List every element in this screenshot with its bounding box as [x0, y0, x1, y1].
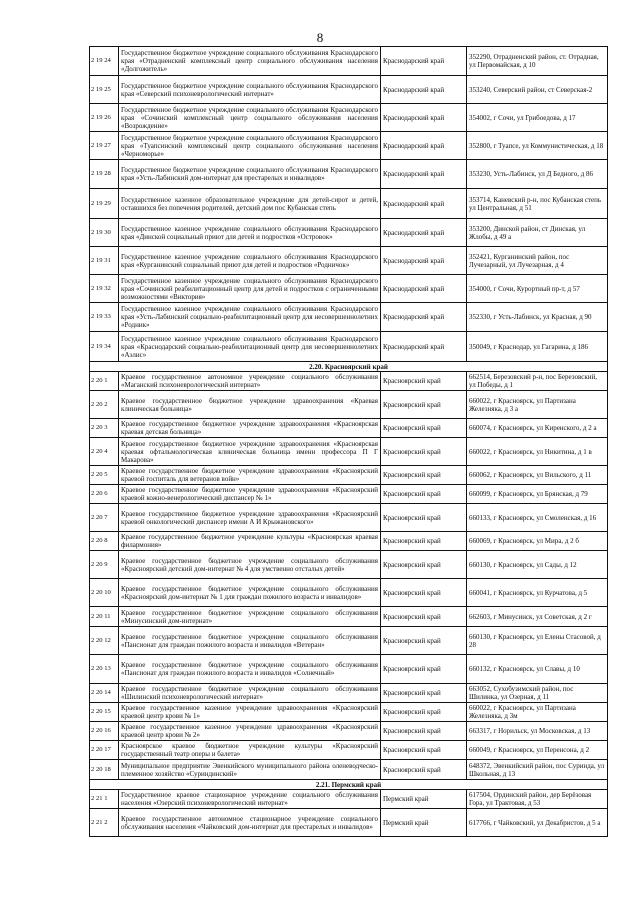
row-number: 2 20 1: [90, 372, 119, 391]
row-number: 2 19 29: [90, 189, 119, 219]
organization-name: Государственное казенное учреждение социального обслуживания Краснодарского края «Краснодарский социально-реабилитационный центр для несовершеннолетних «Аэлис»: [119, 332, 381, 362]
address: 648372, Эвенкийский район, пос Суринда, ул Школьная, д 13: [467, 760, 608, 780]
address: 660062, г Красноярск, ул Вильского, д 11: [467, 466, 608, 485]
row-number: 2 19 30: [90, 219, 119, 247]
row-number: 2 19 34: [90, 332, 119, 362]
table-row: [90, 219, 608, 247]
table-row: [90, 466, 608, 485]
organization-name: Краевое государственное бюджетное учреждение социального обслуживания «Пансионат для граждан пожилого возраста и инвалидов «Ветеран»: [119, 627, 381, 655]
table-row: [90, 247, 608, 275]
region-name: Краснодарский край: [381, 303, 467, 332]
table-row: [90, 532, 608, 551]
region-name: Краснодарский край: [381, 76, 467, 104]
organizations-table: [89, 46, 608, 837]
address: 660022, г Красноярск, ул Партизана Железняка, д 3 а: [467, 391, 608, 419]
row-number: 2 20 9: [90, 551, 119, 579]
address: 353230, Усть-Лабинск, ул Д Бедного, д 86: [467, 160, 608, 189]
table-row: [90, 790, 608, 809]
row-number: 2 20 2: [90, 391, 119, 419]
address: 660041, г Красноярск, ул Курчатова, д 5: [467, 579, 608, 607]
page-number: 8: [316, 30, 324, 45]
region-name: Красноярский край: [381, 579, 467, 607]
organization-name: Красноярское краевое бюджетное учреждение культуры «Красноярский государственный театр оперы и балета»: [119, 741, 381, 760]
row-number: 2 19 25: [90, 76, 119, 104]
row-number: 2 20 7: [90, 504, 119, 532]
region-name: Красноярский край: [381, 684, 467, 703]
row-number: 2 19 24: [90, 47, 119, 76]
address: 662514, Березовский р-н, пос Березовский, ул Победы, д 1: [467, 372, 608, 391]
row-number: 2 19 33: [90, 303, 119, 332]
region-name: Краснодарский край: [381, 275, 467, 303]
organization-name: Краевое государственное бюджетное учреждение социального обслуживания «Шилинский психоневрологический интернат»: [119, 684, 381, 703]
row-number: 2 20 17: [90, 741, 119, 760]
organization-name: Краевое государственное бюджетное учреждение социального обслуживания «Минусинский дом-интернат»: [119, 607, 381, 627]
organization-name: Краевое государственное бюджетное учреждение здравоохранения «Красноярский краевой онкологический диспансер имени А И Крыжановского»: [119, 504, 381, 532]
region-name: Красноярский край: [381, 438, 467, 466]
table-row: [90, 132, 608, 160]
table-row: [90, 627, 608, 655]
table-row: [90, 551, 608, 579]
row-number: 2 19 28: [90, 160, 119, 189]
table-row: [90, 372, 608, 391]
table-row: [90, 809, 608, 837]
table-row: [90, 160, 608, 189]
address: 354002, г Сочи, ул Грибоедова, д 17: [467, 104, 608, 132]
region-name: Красноярский край: [381, 532, 467, 551]
table-row: [90, 332, 608, 362]
table-row: [90, 303, 608, 332]
table-body: [90, 47, 608, 837]
region-name: Красноярский край: [381, 504, 467, 532]
region-name: Краснодарский край: [381, 132, 467, 160]
organization-name: Государственное краевое стационарное учреждение социального обслуживания населения «Озерский психоневрологический интернат»: [119, 790, 381, 809]
organization-name: Краевое государственное бюджетное учреждение здравоохранения «Красноярская краевая детская больница»: [119, 419, 381, 438]
address: 663052, Сухобузимский район, пос Шилинка, ул Озерная, д 11: [467, 684, 608, 703]
table-row: [90, 275, 608, 303]
table-row: [90, 655, 608, 684]
row-number: 2 20 18: [90, 760, 119, 780]
table-row: [90, 391, 608, 419]
row-number: 2 20 12: [90, 627, 119, 655]
row-number: 2 19 26: [90, 104, 119, 132]
address: 660069, г Красноярск, ул Мира, д 2 б: [467, 532, 608, 551]
row-number: 2 20 3: [90, 419, 119, 438]
region-name: Красноярский край: [381, 485, 467, 504]
region-name: Пермский край: [381, 790, 467, 809]
row-number: 2 19 31: [90, 247, 119, 275]
region-name: Красноярский край: [381, 419, 467, 438]
region-name: Красноярский край: [381, 551, 467, 579]
table-row: [90, 607, 608, 627]
table-row: [90, 684, 608, 703]
address: 660022, г Красноярск, ул Никитина, д 1 в: [467, 438, 608, 466]
table-row: [90, 189, 608, 219]
region-name: Красноярский край: [381, 372, 467, 391]
address: 617504, Ординский район, дер Берёзовая Гора, ул Трактовая, д 53: [467, 790, 608, 809]
table-row: [90, 579, 608, 607]
table-row: [90, 76, 608, 104]
region-name: Краснодарский край: [381, 332, 467, 362]
organization-name: Краевое государственное бюджетное учреждение здравоохранения «Красноярский краевой кожно-венерологический диспансер № 1»: [119, 485, 381, 504]
address: 660022, г Красноярск, ул Партизана Железняка, д 3м: [467, 703, 608, 722]
organization-name: Краевое государственное автономное учреждение социального обслуживания «Маганский психоневрологический интернат»: [119, 372, 381, 391]
region-name: Пермский край: [381, 809, 467, 837]
organization-name: Краевое государственное бюджетное учреждение здравоохранения «Красноярская краевая офтальмологическая клиническая больница имени профессора П Г Макарова»: [119, 438, 381, 466]
address: 660130, г Красноярск, ул Елены Стасовой, д 28: [467, 627, 608, 655]
organization-name: Государственное казенное образовательное учреждение для детей-сирот и детей, оставшихся без попечения родителей, детский дом пос Кубанская степь: [119, 189, 381, 219]
organization-name: Государственное казенное учреждение социального обслуживания Краснодарского края «Динской социальный приют для детей и подростков «Островок»: [119, 219, 381, 247]
organization-name: Краевое государственное бюджетное учреждение социального обслуживания «Пансионат для граждан пожилого возраста и инвалидов «Солнечный»: [119, 655, 381, 684]
row-number: 2 20 14: [90, 684, 119, 703]
address: 353200, Динской район, ст Динская, ул Жлобы, д 49 а: [467, 219, 608, 247]
address: 353714, Каневский р-н, пос Кубанская степь ул Центральная, д 51: [467, 189, 608, 219]
region-name: Красноярский край: [381, 722, 467, 741]
address: 660049, г Красноярск, ул Перенсона, д 2: [467, 741, 608, 760]
table-row: [90, 104, 608, 132]
organization-name: Краевое государственное бюджетное учреждение социального обслуживания «Красноярский детский дом-интернат № 4 для умственно отсталых детей»: [119, 551, 381, 579]
region-name: Краснодарский край: [381, 47, 467, 76]
region-name: Красноярский край: [381, 760, 467, 780]
table-row: [90, 760, 608, 780]
table-row: [90, 47, 608, 76]
table-row: [90, 419, 608, 438]
region-name: Красноярский край: [381, 655, 467, 684]
organization-name: Государственное бюджетное учреждение социального обслуживания Краснодарского края «Северский психоневрологический интернат»: [119, 76, 381, 104]
address: 354000, г Сочи, Курортный пр-т, д 57: [467, 275, 608, 303]
region-name: Краснодарский край: [381, 189, 467, 219]
organization-name: Краевое государственное бюджетное учреждение здравоохранения «Краевая клиническая больница»: [119, 391, 381, 419]
row-number: 2 19 32: [90, 275, 119, 303]
table-row: [90, 741, 608, 760]
organization-name: Краевое государственное казенное учреждение здравоохранения «Красноярский краевой центр крови № 1»: [119, 703, 381, 722]
organization-name: Государственное казенное учреждение социального обслуживания Краснодарского края «Сочинский реабилитационный центр для детей и подростков с ограниченными возможностями «Виктория»: [119, 275, 381, 303]
address: 660130, г Красноярск, ул Сады, д 12: [467, 551, 608, 579]
address: 660132, г Красноярск, ул Славы, д 10: [467, 655, 608, 684]
table-row: [90, 485, 608, 504]
row-number: 2 21 2: [90, 809, 119, 837]
region-name: Красноярский край: [381, 391, 467, 419]
region-name: Краснодарский край: [381, 247, 467, 275]
table-row: [90, 504, 608, 532]
row-number: 2 20 8: [90, 532, 119, 551]
address: 352290, Отрадненский район, ст. Отрадная, ул Первомайская, д 10: [467, 47, 608, 76]
address: 663317, г Норильск, ул Московская, д 13: [467, 722, 608, 741]
organization-name: Муниципальное предприятие Эвенкийского муниципального района оленеводческо-племенное хозяйство «Суриндинский»: [119, 760, 381, 780]
section-title: 2.21. Пермский край: [90, 780, 608, 790]
section-title: 2.20. Красноярский край: [90, 362, 608, 372]
row-number: 2 21 1: [90, 790, 119, 809]
address: 660133, г Красноярск, ул Смоленская, д 16: [467, 504, 608, 532]
address: 662603, г Минусинск, ул Советская, д 2 г: [467, 607, 608, 627]
region-name: Краснодарский край: [381, 219, 467, 247]
address: 660074, г Красноярск, ул Киренского, д 2 а: [467, 419, 608, 438]
region-name: Красноярский край: [381, 607, 467, 627]
organization-name: Краевое государственное бюджетное учреждение социального обслуживания «Красноярский дом-интернат № 1 для граждан пожилого возраста и инвалидов»: [119, 579, 381, 607]
row-number: 2 20 13: [90, 655, 119, 684]
row-number: 2 20 16: [90, 722, 119, 741]
address: 660099, г Красноярск, ул Брянская, д 79: [467, 485, 608, 504]
organization-name: Государственное бюджетное учреждение социального обслуживания Краснодарского края «Сочинский комплексный центр социального обслуживания населения «Возрождение»: [119, 104, 381, 132]
row-number: 2 20 4: [90, 438, 119, 466]
organization-name: Государственное казенное учреждение социального обслуживания Краснодарского края «Усть-Лабинский социально-реабилитационный центр для несовершеннолетних «Родник»: [119, 303, 381, 332]
row-number: 2 19 27: [90, 132, 119, 160]
row-number: 2 20 5: [90, 466, 119, 485]
row-number: 2 20 11: [90, 607, 119, 627]
region-name: Красноярский край: [381, 703, 467, 722]
row-number: 2 20 15: [90, 703, 119, 722]
organization-name: Краевое государственное бюджетное учреждение культуры «Красноярская краевая филармония»: [119, 532, 381, 551]
address: 352421, Курганинский район, пос Лучезарный, ул Лучезарная, д 4: [467, 247, 608, 275]
organization-name: Государственное бюджетное учреждение социального обслуживания Краснодарского края «Туапсинский комплексный центр социального обслуживания населения «Черноморье»: [119, 132, 381, 160]
row-number: 2 20 10: [90, 579, 119, 607]
address: 617766, г Чайковский, ул Декабристов, д 5 а: [467, 809, 608, 837]
organization-name: Государственное бюджетное учреждение социального обслуживания Краснодарского края «Усть-Лабинский дом-интернат для престарелых и инвалидов»: [119, 160, 381, 189]
address: 353240, Северский район, ст Северская-2: [467, 76, 608, 104]
section-header-row: [90, 362, 608, 372]
row-number: 2 20 6: [90, 485, 119, 504]
organization-name: Государственное казенное учреждение социального обслуживания Краснодарского края «Курганинский социальный приют для детей и подростков «Родничок»: [119, 247, 381, 275]
address: 350049, г Краснодар, ул Гагарина, д 186: [467, 332, 608, 362]
region-name: Краснодарский край: [381, 160, 467, 189]
table-row: [90, 722, 608, 741]
organization-name: Краевое государственное автономное стационарное учреждение социального обслуживания населения «Чайковский дом-интернат для престарелых и инвалидов»: [119, 809, 381, 837]
region-name: Красноярский край: [381, 627, 467, 655]
region-name: Красноярский край: [381, 741, 467, 760]
section-header-row: [90, 780, 608, 790]
region-name: Красноярский край: [381, 466, 467, 485]
organization-name: Государственное бюджетное учреждение социального обслуживания Краснодарского края «Отрадненский комплексный центр социального обслуживания населения «Долгожитель»: [119, 47, 381, 76]
region-name: Краснодарский край: [381, 104, 467, 132]
address: 352330, г Усть-Лабинск, ул Красная, д 90: [467, 303, 608, 332]
organization-name: Краевое государственное казенное учреждение здравоохранения «Красноярский краевой центр крови № 2»: [119, 722, 381, 741]
table-row: [90, 438, 608, 466]
organization-name: Краевое государственное бюджетное учреждение здравоохранения «Красноярский краевой госпиталь для ветеранов войн»: [119, 466, 381, 485]
address: 352800, г Туапсе, ул Коммунистическая, д 18: [467, 132, 608, 160]
table-row: [90, 703, 608, 722]
